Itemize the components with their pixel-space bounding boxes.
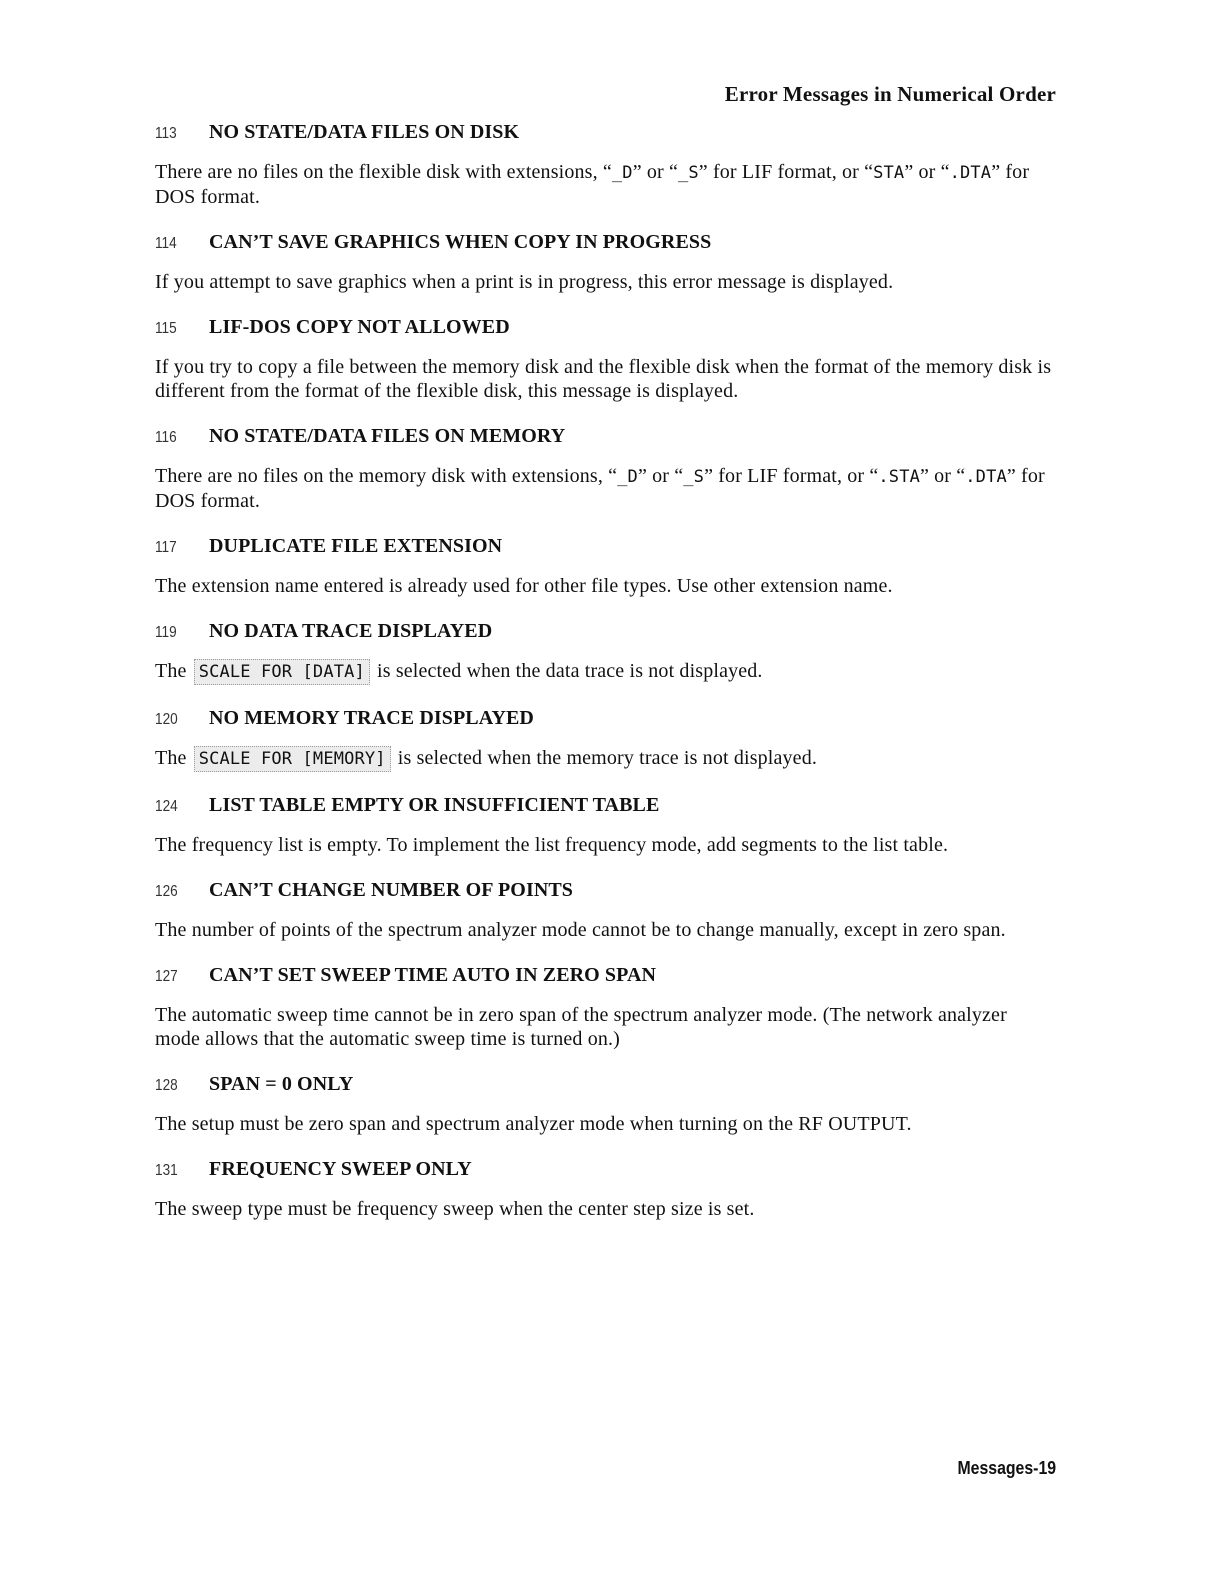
error-entry-113 [155, 121, 1055, 209]
file-extension: .DTA [965, 467, 1007, 487]
text-fragment: ” for LIF format, or “ [704, 465, 879, 487]
error-code: 124 [155, 798, 178, 815]
error-code: 119 [155, 624, 177, 641]
error-title: DUPLICATE FILE EXTENSION [209, 535, 503, 557]
text-fragment: is selected when the data trace is not displayed. [377, 660, 763, 682]
text-fragment: There are no files on the memory disk with extensions, “ [155, 465, 618, 487]
text-fragment: The [155, 747, 187, 769]
error-code: 128 [155, 1077, 178, 1094]
error-code: 117 [155, 539, 177, 556]
error-code: 114 [155, 235, 177, 252]
text-fragment: ” or “ [632, 161, 679, 183]
error-code: 126 [155, 883, 178, 900]
softkey-scale-for-memory: SCALE FOR [MEMORY] [194, 746, 391, 772]
error-description: The extension name entered is already used for other file types. Use other extension name. [155, 575, 893, 597]
error-description [155, 746, 1055, 772]
softkey-scale-for-data: SCALE FOR [DATA] [194, 659, 370, 685]
error-description: The sweep type must be frequency sweep when the center step size is set. [155, 1198, 755, 1220]
text-fragment: There are no files on the flexible disk with extensions, “ [155, 161, 612, 183]
error-description [155, 464, 1055, 513]
text-fragment: The [155, 660, 187, 682]
error-code: 115 [155, 320, 177, 337]
error-entry-119 [155, 620, 1055, 685]
error-title: NO DATA TRACE DISPLAYED [209, 620, 493, 642]
file-extension: _D [611, 163, 633, 183]
error-title: NO STATE/DATA FILES ON MEMORY [209, 425, 566, 447]
error-code: 127 [155, 968, 178, 985]
error-title: SPAN = 0 ONLY [209, 1073, 354, 1095]
error-entry-124 [155, 794, 1055, 857]
text-fragment: is selected when the memory trace is not displayed. [397, 747, 817, 769]
error-description: If you try to copy a file between the memory disk and the flexible disk when the format of the memory disk is different from the format of the flexible disk, this message is displayed. [155, 356, 1052, 402]
error-entry-115 [155, 316, 1055, 403]
error-entry-120 [155, 707, 1055, 772]
error-message-list [155, 121, 1055, 1243]
error-entry-116 [155, 425, 1055, 513]
error-code: 131 [155, 1162, 178, 1179]
error-entry-126 [155, 879, 1055, 942]
text-fragment: ” or “ [919, 465, 966, 487]
error-title: CAN’T SAVE GRAPHICS WHEN COPY IN PROGRESS [209, 231, 712, 253]
error-code: 116 [155, 429, 177, 446]
error-entry-131 [155, 1158, 1055, 1221]
error-title: LIF-DOS COPY NOT ALLOWED [209, 316, 510, 338]
error-description: The setup must be zero span and spectrum analyzer mode when turning on the RF OUTPUT. [155, 1113, 912, 1135]
file-extension: _D [617, 467, 638, 487]
error-entry-127 [155, 964, 1055, 1051]
error-entry-128 [155, 1073, 1055, 1136]
text-fragment: ” for LIF format, or “ [698, 161, 874, 183]
text-fragment: ” for DOS format. [155, 465, 1045, 512]
text-fragment: ” or “ [637, 465, 684, 487]
error-description: The frequency list is empty. To implement the list frequency mode, add segments to the list table. [155, 834, 949, 856]
error-entry-114 [155, 231, 1055, 294]
error-entry-117 [155, 535, 1055, 598]
file-extension: STA [873, 163, 905, 183]
error-description: If you attempt to save graphics when a print is in progress, this error message is displayed. [155, 271, 894, 293]
error-title: FREQUENCY SWEEP ONLY [209, 1158, 472, 1180]
page-header-title: Error Messages in Numerical Order [724, 82, 1056, 106]
error-code: 120 [155, 711, 178, 728]
file-extension: .DTA [949, 163, 992, 183]
error-description [155, 659, 1055, 685]
error-description [155, 160, 1055, 209]
error-title: NO MEMORY TRACE DISPLAYED [209, 707, 534, 729]
file-extension: _S [678, 163, 699, 183]
error-description: The number of points of the spectrum analyzer mode cannot be to change manually, except in zero span. [155, 919, 1006, 941]
error-title: LIST TABLE EMPTY OR INSUFFICIENT TABLE [209, 794, 660, 816]
page-number: Messages-19 [957, 1458, 1056, 1478]
error-title: CAN’T SET SWEEP TIME AUTO IN ZERO SPAN [209, 964, 657, 986]
error-title: CAN’T CHANGE NUMBER OF POINTS [209, 879, 574, 901]
text-fragment: ” or “ [904, 161, 950, 183]
text-fragment: ” for DOS format. [155, 161, 1030, 208]
file-extension: .STA [878, 467, 920, 487]
error-title: NO STATE/DATA FILES ON DISK [209, 121, 520, 143]
file-extension: _S [683, 467, 705, 487]
error-code: 113 [155, 125, 177, 142]
error-description: The automatic sweep time cannot be in zero span of the spectrum analyzer mode. (The network analyzer mode allows that the automatic sweep time is turned on.) [155, 1004, 1007, 1050]
